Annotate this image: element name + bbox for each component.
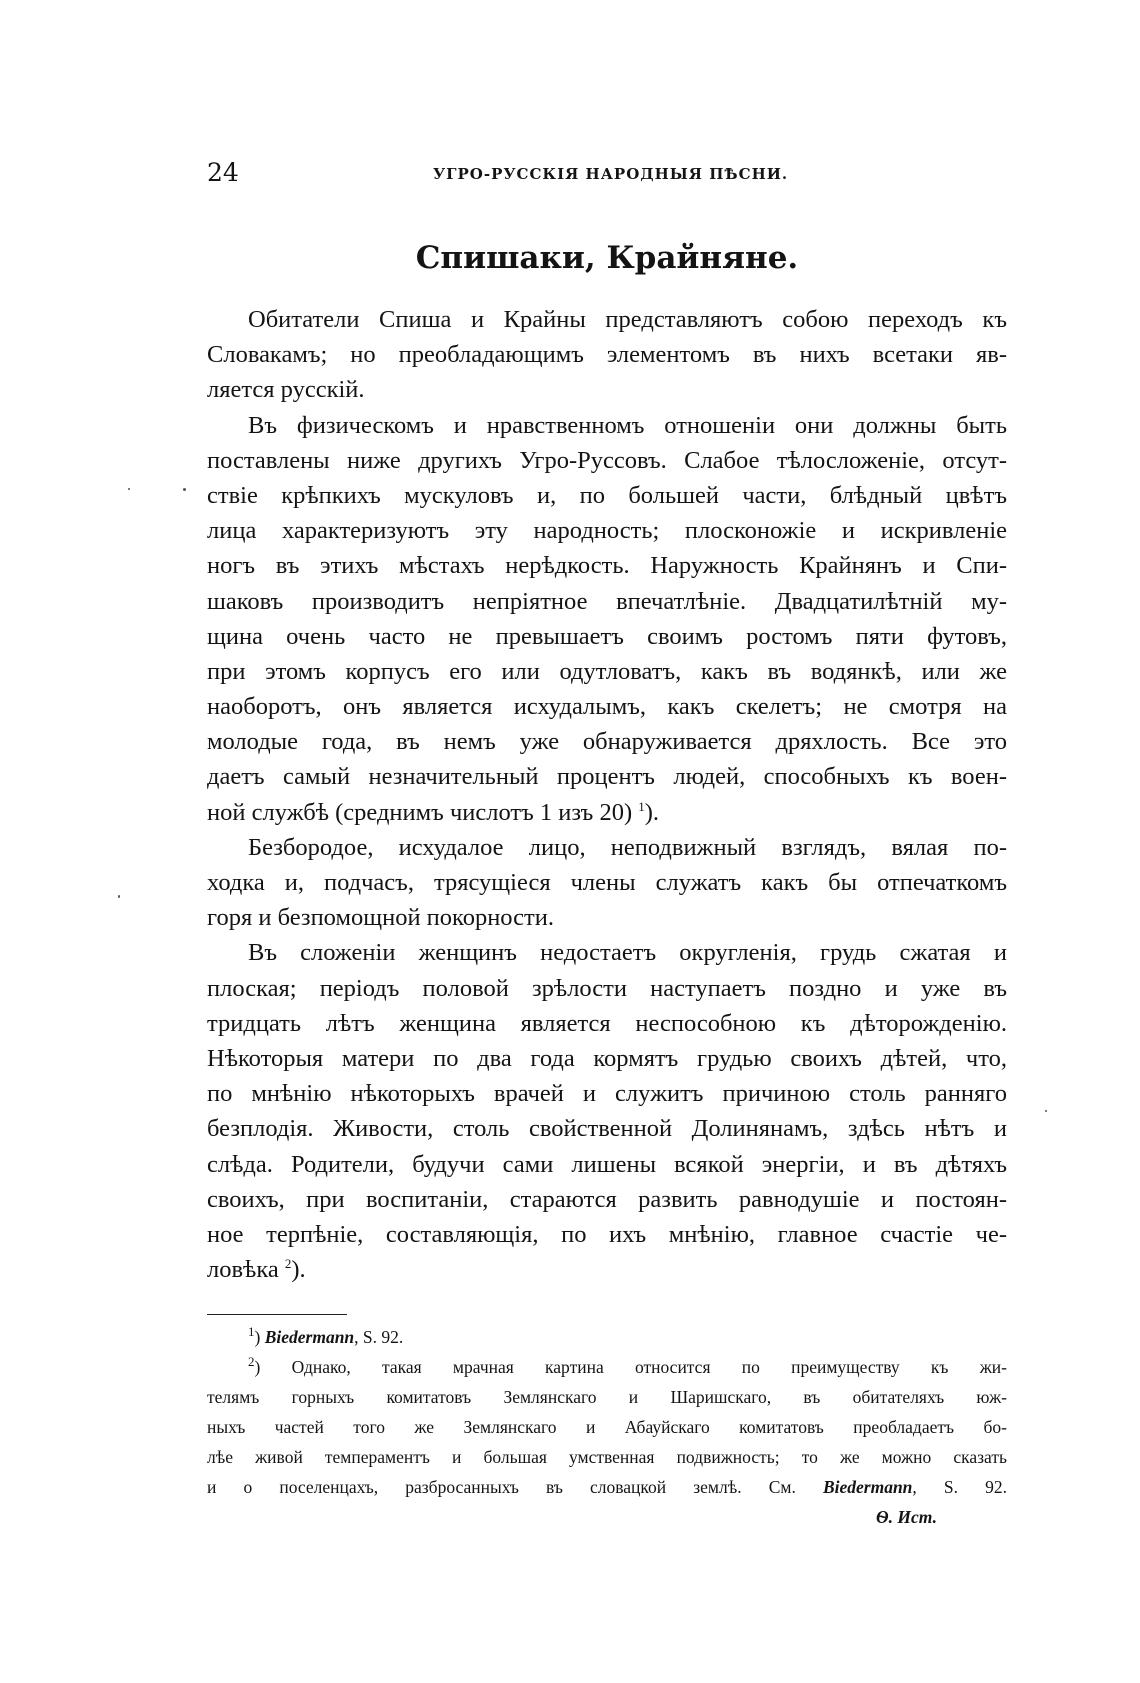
text-line-with-footnote-ref bbox=[207, 1252, 1007, 1287]
text-fragment: ной службѣ (среднимъ числотъ 1 изъ 20) bbox=[207, 798, 633, 826]
text-line: по мнѣнію нѣкоторыхъ врачей и служитъ причиною столь ранняго bbox=[207, 1080, 1007, 1108]
paragraph-3 bbox=[207, 830, 1007, 936]
text-line: горя и безпомощной покорности. bbox=[207, 904, 554, 932]
footnote-mark: 2 bbox=[248, 1354, 255, 1370]
paragraph-2 bbox=[207, 408, 1007, 830]
text-line: плоская; періодъ половой зрѣлости наступаетъ поздно и уже въ bbox=[207, 974, 1007, 1002]
footnote-separator bbox=[207, 1314, 347, 1315]
footnote-2-line: телямъ горныхъ комитатовъ Землянскаго и Шаришскаго, въ обитателяхъ юж- bbox=[207, 1387, 1007, 1407]
text-line: при этомъ корпусъ его или одутловатъ, какъ въ водянкѣ, или же bbox=[207, 657, 1007, 685]
paragraph-1 bbox=[207, 302, 1007, 408]
text-line: слѣда. Родители, будучи сами лишены всякой энергіи, и въ дѣтяхъ bbox=[207, 1150, 1007, 1178]
footnote-citation: , S. 92. bbox=[912, 1477, 1007, 1497]
text-line: безплодія. Живости, столь свойственной Долинянамъ, здѣсь нѣтъ и bbox=[207, 1115, 1007, 1143]
text-line: тридцать лѣтъ женщина является неспособною къ дѣторожденію. bbox=[207, 1009, 1007, 1037]
running-title: УГРО-РУССКІЯ НАРОДНЫЯ ПѢСНИ. bbox=[433, 165, 789, 183]
footnotes bbox=[207, 1322, 1007, 1532]
text-line: ное терпѣніе, составляющія, по ихъ мнѣнію, главное счастіе че- bbox=[207, 1220, 1007, 1248]
footnote-author: Biedermann bbox=[822, 1477, 913, 1497]
text-line: Обитатели Спиша и Крайны представляютъ собою переходъ къ bbox=[248, 306, 1007, 333]
text-line: даетъ самый незначительный процентъ людей, способныхъ къ воен- bbox=[207, 763, 1007, 791]
footnote-text: ) Однако, такая мрачная картина относится по преимуществу къ жи- bbox=[254, 1357, 1007, 1377]
text-line: молодые года, въ немъ уже обнаруживается дряхлость. Все это bbox=[207, 728, 1007, 756]
page-number: 24 bbox=[207, 158, 239, 187]
footnote-ref-2[interactable]: 2 bbox=[284, 1255, 292, 1271]
text-line: щина очень часто не превышаетъ своимъ ростомъ пяти футовъ, bbox=[207, 622, 1007, 650]
paragraph-4 bbox=[207, 935, 1007, 1287]
footnote-2-line: лѣе живой темпераментъ и большая умственная подвижность; то же можно сказать bbox=[207, 1447, 1007, 1467]
text-line: Безбородое, исхудалое лицо, неподвижный взглядъ, вялая по- bbox=[248, 833, 1007, 861]
footnote-citation: , S. 92. bbox=[354, 1327, 404, 1347]
text-line: ляется русскій. bbox=[207, 376, 365, 404]
text-line: Словакамъ; но преобладающимъ элементомъ въ нихъ всетаки яв- bbox=[207, 341, 1007, 369]
scan-speck bbox=[1045, 1110, 1047, 1112]
text-line-with-footnote-ref bbox=[207, 795, 1007, 830]
text-line: наоборотъ, онъ является исхудалымъ, какъ скелетъ; не смотря на bbox=[207, 693, 1007, 721]
text-line: своихъ, при воспитаніи, стараются развить равнодушіе и постоян- bbox=[207, 1185, 1007, 1213]
text-line: Въ физическомъ и нравственномъ отношеніи они должны быть bbox=[248, 411, 1007, 439]
footnote-text: и о поселенцахъ, разбросанныхъ въ словацкой землѣ. См. bbox=[207, 1477, 823, 1497]
text-line: Нѣкоторыя матери по два года кормятъ грудью своихъ дѣтей, что, bbox=[207, 1044, 1007, 1072]
footnote-author: Biedermann bbox=[264, 1327, 355, 1347]
text-line: ходка и, подчасъ, трясущіеся члены служатъ какъ бы отпечаткомъ bbox=[207, 869, 1007, 896]
running-header bbox=[207, 158, 1007, 188]
scan-speck bbox=[118, 895, 120, 898]
body-text bbox=[207, 302, 1007, 1287]
text-line: шаковъ производитъ непріятное впечатлѣніе. Двадцатилѣтній му- bbox=[207, 587, 1007, 615]
text-line: поставлены ниже другихъ Угро-Руссовъ. Слабое тѣлосложеніе, отсут- bbox=[207, 446, 1007, 474]
footnote-ref-close: ). bbox=[291, 1256, 306, 1284]
footnote-2-line bbox=[207, 1472, 1007, 1502]
text-line: ствіе крѣпкихъ мускуловъ и, по большей части, блѣдный цвѣтъ bbox=[207, 481, 1007, 509]
text-line: Въ сложеніи женщинъ недостаетъ округленія, грудь сжатая и bbox=[248, 939, 1007, 967]
footnote-ref-close: ). bbox=[644, 798, 660, 826]
text-fragment: ловѣка bbox=[207, 1256, 279, 1284]
footnote-2-line bbox=[207, 1352, 1007, 1382]
footnote-1: $^1$) Biedermann, S. 92. bbox=[248, 1324, 404, 1347]
chapter-title: Спишаки, Крайняне. bbox=[415, 240, 799, 276]
scan-speck bbox=[128, 488, 130, 490]
footnote-mark: 1 bbox=[248, 1324, 255, 1340]
footnote-2-line: ныхъ частей того же Землянскаго и Абауйскаго комитатовъ преобладаетъ бо- bbox=[207, 1417, 1007, 1437]
footnote-ref-1[interactable]: 1 bbox=[638, 798, 645, 814]
footnote-signature: Ѳ. Ист. bbox=[876, 1507, 937, 1527]
scan-speck bbox=[183, 488, 186, 491]
text-line: лица характеризуютъ эту народность; плосконожіе и искривленіе bbox=[207, 517, 1007, 545]
text-line: ногъ въ этихъ мѣстахъ нерѣдкость. Наружность Крайнянъ и Спи- bbox=[207, 552, 1007, 580]
